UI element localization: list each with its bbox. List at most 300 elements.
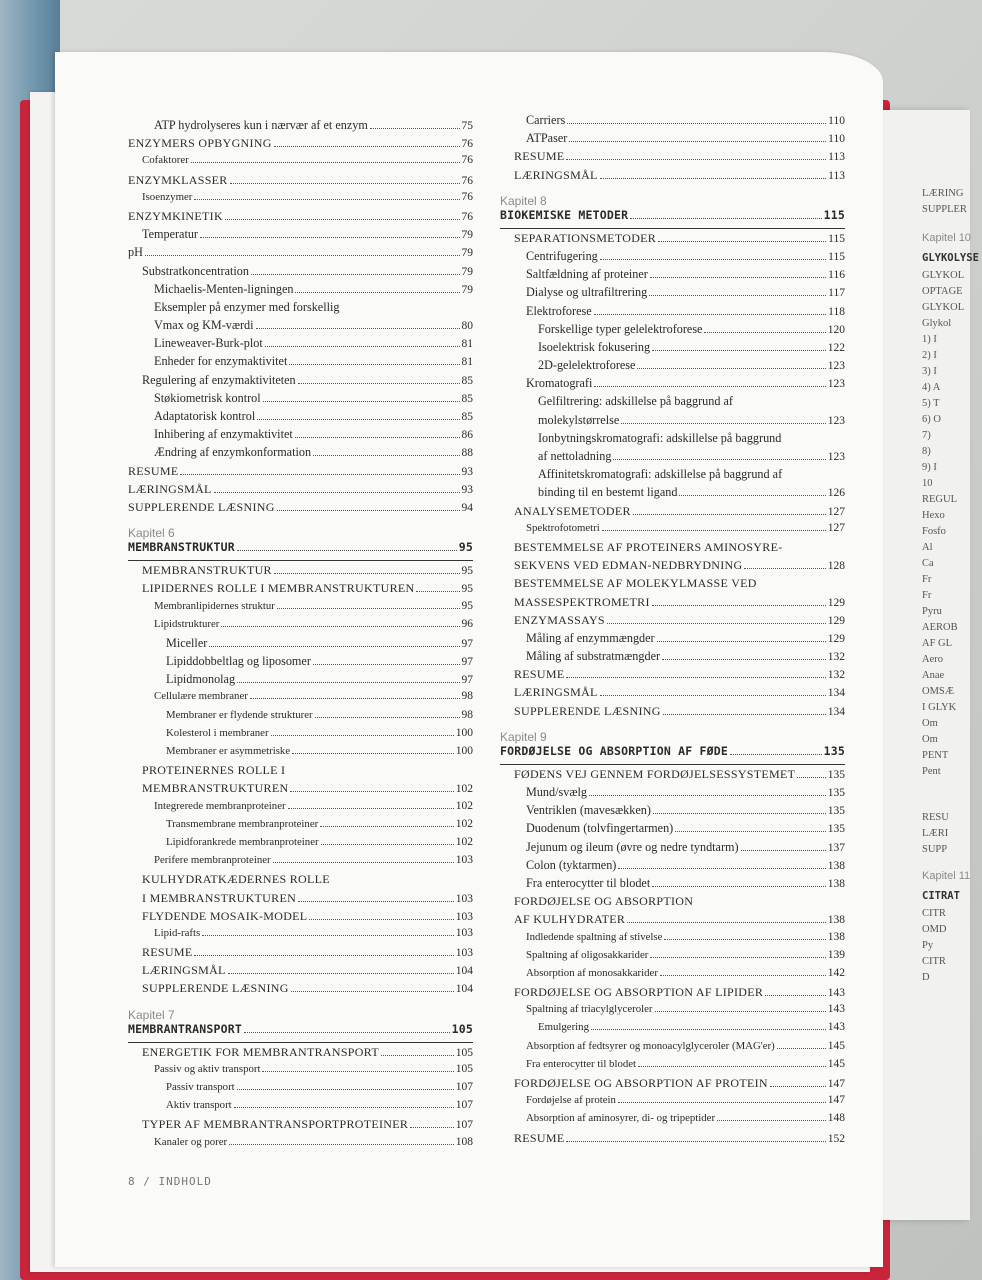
dot-leader bbox=[237, 682, 459, 683]
toc-entry bbox=[500, 685, 845, 703]
toc-entry bbox=[128, 391, 473, 409]
chapter-label: Kapitel 8 bbox=[500, 193, 547, 208]
toc-entry bbox=[128, 464, 473, 482]
dot-leader bbox=[594, 314, 827, 315]
toc-entry bbox=[500, 949, 845, 967]
toc-entry-title: Måling af substratmængder bbox=[526, 649, 661, 664]
dot-leader bbox=[250, 698, 460, 699]
toc-entry bbox=[128, 1063, 473, 1081]
toc-entry-page: 100 bbox=[455, 745, 473, 757]
dot-leader bbox=[613, 459, 825, 460]
chapter-title-text: MEMBRANSTRUKTUR bbox=[128, 540, 235, 555]
toc-entry bbox=[128, 209, 473, 227]
dot-leader bbox=[209, 646, 459, 647]
toc-entry-page: 110 bbox=[828, 115, 845, 127]
dot-leader bbox=[257, 419, 459, 420]
toc-entry bbox=[500, 304, 845, 322]
dot-leader bbox=[621, 423, 826, 424]
facing-page-text: OMD bbox=[922, 924, 947, 935]
toc-entry bbox=[128, 373, 473, 391]
dot-leader bbox=[652, 350, 826, 351]
toc-entry-title: Passiv transport bbox=[166, 1081, 235, 1093]
toc-entry-page: 102 bbox=[455, 835, 473, 848]
dot-leader bbox=[370, 128, 460, 129]
toc-entry-page: 147 bbox=[827, 1094, 845, 1107]
toc-entry bbox=[128, 745, 473, 763]
toc-entry-title: 2D-gelelektroforese bbox=[538, 358, 636, 373]
toc-entry bbox=[128, 854, 473, 872]
toc-entry bbox=[500, 131, 845, 149]
toc-entry-page: 137 bbox=[827, 841, 845, 854]
toc-entry-title: Emulgering bbox=[538, 1021, 589, 1034]
toc-entry bbox=[128, 1045, 473, 1063]
toc-entry-page: 145 bbox=[827, 1039, 845, 1052]
toc-entry-page: 123 bbox=[827, 378, 845, 391]
toc-entry bbox=[500, 485, 845, 503]
facing-page-text: OMSÆ bbox=[922, 686, 955, 697]
toc-entry-title: Vmax og KM-værdi bbox=[154, 318, 254, 333]
toc-entry-page: 142 bbox=[827, 966, 845, 979]
toc-entry bbox=[500, 1076, 845, 1094]
dot-leader bbox=[309, 919, 453, 920]
dot-leader bbox=[237, 550, 457, 551]
toc-entry bbox=[128, 354, 473, 372]
toc-entry-title: RESUME bbox=[128, 463, 179, 478]
toc-entry-title: FLYDENDE MOSAIK-MODEL bbox=[142, 908, 308, 923]
toc-entry bbox=[500, 1021, 845, 1039]
toc-entry-page: 95 bbox=[461, 565, 473, 578]
toc-entry bbox=[500, 1003, 845, 1021]
toc-entry-title: Miceller bbox=[166, 635, 208, 650]
toc-entry-page: 107 bbox=[455, 1119, 473, 1132]
facing-page-text: LÆRING bbox=[922, 188, 964, 199]
toc-entry-page: 138 bbox=[827, 877, 845, 890]
toc-entry-page: 81 bbox=[461, 338, 473, 351]
toc-entry-title: LÆRINGSMÅL bbox=[142, 963, 226, 978]
facing-page-text: CITRAT bbox=[922, 890, 960, 902]
toc-entry-title: Passiv og aktiv transport bbox=[154, 1062, 261, 1075]
dot-leader bbox=[650, 277, 826, 278]
toc-entry bbox=[500, 704, 845, 722]
dot-leader bbox=[652, 605, 826, 606]
toc-entry-title: Saltfældning af proteiner bbox=[526, 267, 648, 282]
toc-entry bbox=[500, 649, 845, 667]
toc-entry bbox=[500, 595, 845, 613]
dot-leader bbox=[650, 957, 825, 958]
toc-entry-page: 123 bbox=[827, 360, 845, 373]
toc-left-column bbox=[128, 118, 473, 1154]
toc-entry bbox=[128, 118, 473, 136]
toc-entry-title: Kolesterol i membraner bbox=[166, 726, 269, 739]
toc-entry-title: ATP hydrolyseres kun i nærvær af et enzym bbox=[154, 118, 368, 132]
dot-leader bbox=[214, 492, 460, 493]
facing-page-text: LÆRI bbox=[922, 828, 949, 839]
facing-page-text: OPTAGE bbox=[922, 286, 963, 297]
dot-leader bbox=[244, 1032, 450, 1033]
dot-leader bbox=[797, 777, 826, 778]
toc-entry bbox=[500, 894, 845, 912]
toc-entry-title: Fra enterocytter til blodet bbox=[526, 875, 651, 890]
chapter-title bbox=[500, 744, 845, 765]
toc-entry bbox=[128, 563, 473, 581]
toc-entry bbox=[128, 282, 473, 300]
toc-entry bbox=[500, 821, 845, 839]
dot-leader bbox=[704, 332, 825, 333]
toc-entry bbox=[128, 781, 473, 799]
toc-entry-page: 116 bbox=[828, 269, 845, 282]
toc-entry-page: 105 bbox=[455, 1062, 473, 1075]
dot-leader bbox=[320, 826, 454, 827]
toc-entry-title: FORDØJELSE OG ABSORPTION AF PROTEIN bbox=[514, 1076, 768, 1090]
toc-entry-page: 102 bbox=[455, 799, 473, 812]
facing-page-text: REGUL bbox=[922, 494, 957, 505]
toc-entry-page: 103 bbox=[455, 926, 473, 939]
toc-entry-page: 103 bbox=[455, 892, 473, 905]
chapter-title-text: FORDØJELSE OG ABSORPTION AF FØDE bbox=[500, 743, 728, 758]
toc-entry bbox=[500, 149, 845, 167]
toc-entry bbox=[500, 631, 845, 649]
dot-leader bbox=[653, 813, 826, 814]
toc-entry-page: 132 bbox=[827, 651, 845, 664]
dot-leader bbox=[234, 1107, 454, 1108]
dot-leader bbox=[663, 714, 826, 715]
dot-leader bbox=[200, 237, 460, 238]
toc-entry-page: 97 bbox=[461, 637, 473, 650]
toc-entry-title: Støkiometrisk kontrol bbox=[154, 390, 261, 405]
facing-page-text: 3) I bbox=[922, 366, 937, 377]
toc-entry-title: pH bbox=[128, 245, 143, 260]
toc-entry bbox=[128, 264, 473, 282]
toc-entry bbox=[128, 945, 473, 963]
toc-right-column bbox=[500, 113, 845, 1149]
toc-entry bbox=[500, 249, 845, 267]
dot-leader bbox=[567, 123, 826, 124]
facing-page-text: 2) I bbox=[922, 350, 937, 361]
dot-leader bbox=[313, 664, 460, 665]
toc-entry-page: 132 bbox=[827, 669, 845, 682]
toc-entry-page: 102 bbox=[455, 783, 473, 796]
toc-entry-page: 79 bbox=[461, 265, 473, 278]
dot-leader bbox=[637, 368, 825, 369]
facing-page-text: Pent bbox=[922, 766, 941, 777]
toc-entry bbox=[500, 394, 845, 412]
toc-entry bbox=[128, 581, 473, 599]
toc-entry-page: 96 bbox=[461, 617, 473, 630]
dot-leader bbox=[315, 717, 460, 718]
chapter-label: Kapitel 9 bbox=[500, 729, 547, 744]
toc-entry-title: Kromatografi bbox=[526, 376, 593, 391]
toc-entry-title: Absorption af monosakkarider bbox=[526, 966, 658, 979]
toc-entry-title: FORDØJELSE OG ABSORPTION bbox=[514, 894, 694, 909]
toc-entry bbox=[500, 1040, 845, 1058]
toc-entry-title: Michaelis-Menten-ligningen bbox=[154, 281, 294, 296]
toc-entry-title: Isoenzymer bbox=[142, 190, 193, 203]
toc-entry bbox=[500, 413, 845, 431]
toc-entry bbox=[500, 168, 845, 186]
facing-page-text: Glykol bbox=[922, 318, 952, 329]
toc-entry bbox=[500, 504, 845, 522]
toc-entry-page: 75 bbox=[461, 120, 473, 132]
facing-page-text: PENT bbox=[922, 750, 949, 761]
toc-entry-page: 100 bbox=[455, 726, 473, 739]
toc-entry-title: Forskellige typer gelelektroforese bbox=[538, 321, 703, 336]
toc-entry bbox=[128, 1081, 473, 1099]
dot-leader bbox=[638, 1066, 826, 1067]
dot-leader bbox=[589, 795, 826, 796]
dot-leader bbox=[618, 868, 825, 869]
toc-entry bbox=[128, 836, 473, 854]
dot-leader bbox=[777, 1048, 826, 1049]
toc-entry-title: SEPARATIONSMETODER bbox=[514, 230, 657, 245]
dot-leader bbox=[566, 1141, 825, 1142]
toc-entry bbox=[128, 500, 473, 518]
dot-leader bbox=[321, 844, 454, 845]
toc-entry-page: 135 bbox=[827, 805, 845, 818]
toc-entry-page: 76 bbox=[461, 154, 473, 167]
toc-entry-title: Lipidforankrede membranproteiner bbox=[166, 835, 319, 848]
facing-page-text: Om bbox=[922, 718, 938, 729]
facing-page-text: Om bbox=[922, 734, 938, 745]
toc-entry-page: 81 bbox=[461, 356, 473, 369]
toc-entry-title: Lipidstrukturer bbox=[154, 617, 220, 630]
dot-leader bbox=[649, 295, 826, 296]
toc-entry bbox=[128, 763, 473, 781]
toc-entry-title: Indledende spaltning af stivelse bbox=[526, 930, 663, 943]
toc-entry-title: SUPPLERENDE LÆSNING bbox=[514, 703, 661, 718]
facing-page-text: CITR bbox=[922, 908, 946, 919]
toc-entry bbox=[500, 767, 845, 785]
toc-entry-title: Mund/svælg bbox=[526, 785, 587, 799]
toc-entry bbox=[128, 909, 473, 927]
toc-entry bbox=[128, 727, 473, 745]
dot-leader bbox=[229, 1144, 454, 1145]
toc-entry-page: 143 bbox=[827, 987, 845, 1000]
toc-entry-page: 97 bbox=[461, 674, 473, 687]
toc-entry-title: ANALYSEMETODER bbox=[514, 503, 631, 518]
toc-entry-page: 76 bbox=[461, 138, 473, 151]
toc-entry bbox=[500, 113, 845, 131]
dot-leader bbox=[717, 1120, 826, 1121]
toc-entry-title: Dialyse og ultrafiltrering bbox=[526, 285, 648, 300]
dot-leader bbox=[194, 199, 459, 200]
chapter-title bbox=[500, 208, 845, 229]
toc-entry bbox=[128, 690, 473, 708]
toc-entry bbox=[128, 963, 473, 981]
toc-entry bbox=[128, 1117, 473, 1135]
dot-leader bbox=[741, 850, 826, 851]
dot-leader bbox=[652, 886, 826, 887]
toc-entry-page: 113 bbox=[828, 169, 845, 182]
toc-entry bbox=[500, 985, 845, 1003]
facing-page-text: D bbox=[922, 972, 930, 983]
toc-entry-page: 103 bbox=[455, 854, 473, 867]
toc-entry-title: Centrifugering bbox=[526, 248, 598, 263]
dot-leader bbox=[145, 255, 460, 256]
toc-entry-title: BESTEMMELSE AF PROTEINERS AMINOSYRE- bbox=[514, 539, 783, 554]
dot-leader bbox=[770, 1086, 826, 1087]
toc-entry-title: FØDENS VEJ GENNEM FORDØJELSESSYSTEMET bbox=[514, 766, 796, 781]
toc-entry-title: Fordøjelse af protein bbox=[526, 1094, 616, 1107]
toc-entry-page: 76 bbox=[461, 210, 473, 223]
facing-page-text: 10 bbox=[922, 478, 933, 489]
toc-entry-page: 138 bbox=[827, 914, 845, 927]
dot-leader bbox=[679, 495, 825, 496]
toc-entry-page: 76 bbox=[461, 174, 473, 187]
dot-leader bbox=[277, 510, 460, 511]
toc-entry-title: Transmembrane membranproteiner bbox=[166, 817, 319, 830]
chapter-label: Kapitel 6 bbox=[128, 526, 175, 541]
toc-entry-title: Fra enterocytter til blodet bbox=[526, 1057, 637, 1070]
toc-entry bbox=[128, 245, 473, 263]
toc-entry-title: SUPPLERENDE LÆSNING bbox=[142, 981, 289, 996]
facing-page-text: I GLYK bbox=[922, 702, 957, 713]
facing-page-text: Aero bbox=[922, 654, 943, 665]
toc-entry-page: 79 bbox=[461, 229, 473, 242]
toc-entry bbox=[128, 818, 473, 836]
toc-entry-title: MEMBRANSTRUKTUREN bbox=[142, 781, 289, 796]
dot-leader bbox=[265, 346, 460, 347]
toc-entry-page: 104 bbox=[455, 965, 473, 978]
toc-entry-title: RESUME bbox=[142, 945, 193, 960]
toc-entry bbox=[128, 672, 473, 690]
dot-leader bbox=[602, 530, 826, 531]
toc-entry-title: LÆRINGSMÅL bbox=[128, 481, 212, 496]
toc-entry bbox=[500, 912, 845, 930]
toc-entry-title: KULHYDRATKÆDERNES ROLLE bbox=[142, 872, 330, 887]
facing-page-text: Ca bbox=[922, 558, 934, 569]
toc-entry bbox=[500, 467, 845, 485]
toc-entry-page: 98 bbox=[461, 690, 473, 703]
toc-entry-title: Lineweaver-Burk-plot bbox=[154, 336, 263, 351]
facing-page-text: Kapitel 11 bbox=[922, 870, 971, 882]
toc-entry-title: Regulering af enzymaktiviteten bbox=[142, 372, 296, 387]
dot-leader bbox=[627, 922, 826, 923]
toc-entry-page: 107 bbox=[455, 1081, 473, 1093]
dot-leader bbox=[295, 437, 460, 438]
toc-entry-page: 98 bbox=[461, 708, 473, 721]
toc-entry-page: 94 bbox=[461, 501, 473, 514]
dot-leader bbox=[230, 183, 460, 184]
dot-leader bbox=[191, 162, 460, 163]
toc-entry-page: 138 bbox=[827, 859, 845, 872]
toc-entry-title: Membraner er asymmetriske bbox=[166, 745, 291, 757]
toc-entry-title: Isoelektrisk fokusering bbox=[538, 339, 651, 354]
dot-leader bbox=[600, 178, 827, 179]
toc-entry-page: 145 bbox=[827, 1057, 845, 1070]
toc-entry-page: 129 bbox=[827, 596, 845, 609]
toc-entry bbox=[500, 322, 845, 340]
toc-entry bbox=[500, 449, 845, 467]
toc-entry-title: Jejunum og ileum (øvre og nedre tyndtarm) bbox=[526, 839, 739, 854]
toc-entry-title: Aktiv transport bbox=[166, 1099, 232, 1112]
toc-entry-page: 147 bbox=[827, 1078, 845, 1090]
facing-page-text: SUPPLER bbox=[922, 204, 967, 215]
toc-entry bbox=[128, 409, 473, 427]
toc-entry bbox=[500, 667, 845, 685]
facing-page-text: Pyru bbox=[922, 606, 942, 617]
dot-leader bbox=[290, 791, 453, 792]
toc-entry-title: BESTEMMELSE AF MOLEKYLMASSE VED bbox=[514, 576, 757, 591]
toc-entry bbox=[500, 803, 845, 821]
dot-leader bbox=[600, 259, 826, 260]
toc-entry bbox=[500, 358, 845, 376]
toc-entry-page: 95 bbox=[461, 599, 473, 612]
chapter-page: 135 bbox=[823, 743, 845, 758]
toc-entry-title: FORDØJELSE OG ABSORPTION AF LIPIDER bbox=[514, 985, 764, 1000]
facing-page-text: AEROB bbox=[922, 622, 958, 633]
toc-entry bbox=[128, 1099, 473, 1117]
page-footer: 8 / INDHOLD bbox=[128, 1175, 212, 1188]
facing-page-text: Al bbox=[922, 542, 933, 553]
chapter-label: Kapitel 7 bbox=[128, 1007, 175, 1022]
dot-leader bbox=[289, 364, 459, 365]
dot-leader bbox=[298, 383, 460, 384]
toc-entry-title: Spektrofotometri bbox=[526, 521, 600, 534]
toc-entry-title: PROTEINERNES ROLLE I bbox=[142, 763, 286, 778]
toc-entry bbox=[128, 154, 473, 172]
dot-leader bbox=[194, 955, 453, 956]
dot-leader bbox=[273, 862, 454, 863]
facing-page-text: Fr bbox=[922, 574, 932, 585]
dot-leader bbox=[295, 292, 459, 293]
toc-entry-title: LÆRINGSMÅL bbox=[514, 167, 598, 182]
toc-entry bbox=[500, 840, 845, 858]
facing-page-text: 5) T bbox=[922, 398, 940, 409]
toc-entry-title: Substratkoncentration bbox=[142, 263, 249, 278]
toc-entry bbox=[128, 654, 473, 672]
dot-leader bbox=[618, 1102, 826, 1103]
toc-entry-title: Temperatur bbox=[142, 227, 198, 242]
dot-leader bbox=[600, 695, 826, 696]
toc-entry bbox=[500, 522, 845, 540]
toc-entry-title: Ventriklen (mavesækken) bbox=[526, 803, 651, 818]
dot-leader bbox=[274, 146, 460, 147]
facing-page-text: GLYKOLYSE bbox=[922, 252, 979, 264]
toc-entry-title: Membranlipidernes struktur bbox=[154, 599, 275, 612]
toc-entry-page: 107 bbox=[455, 1099, 473, 1112]
facing-page-text: GLYKOL bbox=[922, 302, 965, 313]
toc-entry-page: 93 bbox=[461, 465, 473, 478]
toc-entry bbox=[128, 318, 473, 336]
facing-page-text: RESU bbox=[922, 812, 949, 823]
facing-page-text: 8) bbox=[922, 446, 931, 457]
dot-leader bbox=[630, 218, 821, 219]
toc-entry bbox=[500, 931, 845, 949]
toc-entry-page: 117 bbox=[828, 287, 845, 300]
dot-leader bbox=[765, 995, 826, 996]
toc-entry bbox=[500, 785, 845, 803]
toc-entry-page: 76 bbox=[461, 190, 473, 203]
facing-page-text: 9) I bbox=[922, 462, 937, 473]
dot-leader bbox=[675, 831, 826, 832]
toc-entry-page: 143 bbox=[827, 1021, 845, 1034]
toc-entry bbox=[500, 1112, 845, 1130]
dot-leader bbox=[662, 659, 826, 660]
toc-entry-title: ATPaser bbox=[526, 131, 568, 146]
toc-entry-page: 115 bbox=[828, 232, 845, 245]
chapter-title-text: BIOKEMISKE METODER bbox=[500, 207, 629, 222]
toc-entry-page: 143 bbox=[827, 1003, 845, 1016]
toc-entry-title: Lipid-rafts bbox=[154, 926, 201, 939]
toc-entry-title: binding til en bestemt ligand bbox=[538, 485, 678, 500]
toc-entry-page: 105 bbox=[455, 1046, 473, 1059]
toc-entry-page: 113 bbox=[828, 151, 845, 164]
chapter-page: 115 bbox=[823, 207, 845, 222]
toc-entry-page: 108 bbox=[455, 1135, 473, 1148]
facing-page-text: Anae bbox=[922, 670, 945, 681]
toc-entry-page: 138 bbox=[827, 930, 845, 943]
dot-leader bbox=[313, 455, 459, 456]
